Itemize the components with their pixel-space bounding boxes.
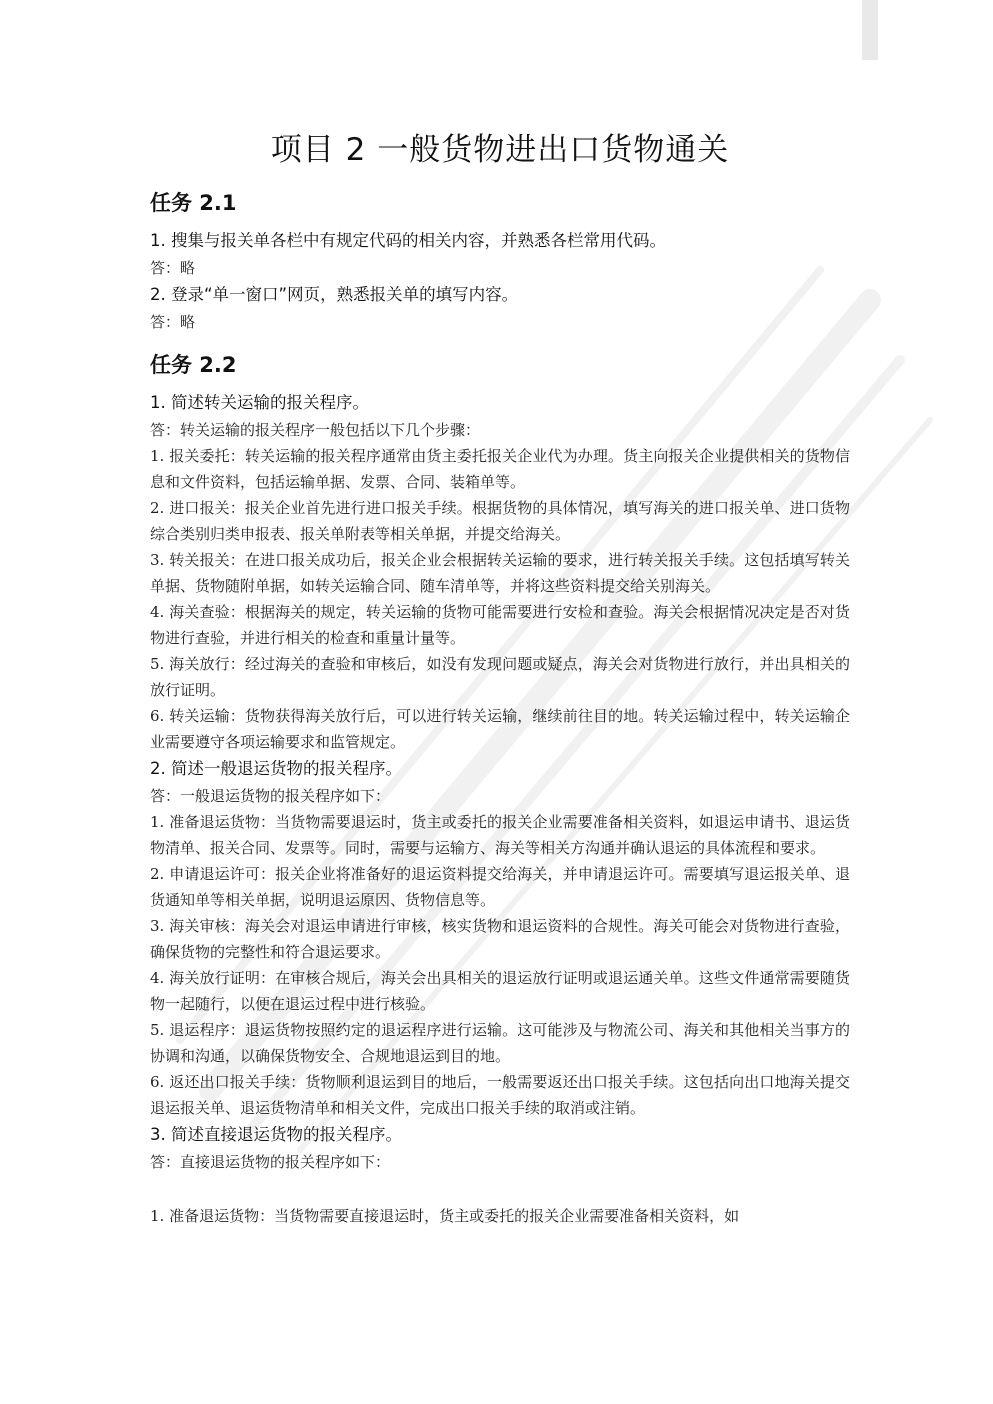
answer-1-step: 4. 海关查验：根据海关的规定，转关运输的货物可能需要进行安检和查验。海关会根据情况决定是否对货物进行查验，并进行相关的检查和重量计量等。 [150, 603, 850, 647]
answer-1-step: 5. 海关放行：经过海关的查验和审核后，如没有发现问题或疑点，海关会对货物进行放行，并出具相关的放行证明。 [150, 655, 850, 699]
task-2-2-answer-1-intro: 答：转关运输的报关程序一般包括以下几个步骤： [150, 421, 481, 439]
answer-2-step: 2. 申请退运许可：报关企业将准备好的退运资料提交给海关，并申请退运许可。需要填写退运报关单、退货通知单等相关单据，说明退运原因、货物信息等。 [150, 865, 850, 909]
answer-2-step: 1. 准备退运货物：当货物需要退运时，货主或委托的报关企业需要准备相关资料，如退运申请书、退运货物清单、报关合同、发票等。同时，需要与运输方、海关等相关方沟通并确认退运的具体流程和要求。 [150, 813, 850, 857]
answer-2-step: 5. 退运程序：退运货物按照约定的退运程序进行运输。这可能涉及与物流公司、海关和其他相关当事方的协调和沟通，以确保货物安全、合规地退运到目的地。 [150, 1021, 850, 1065]
answer-1-step: 2. 进口报关：报关企业首先进行进口报关手续。根据货物的具体情况，填写海关的进口报关单、进口货物综合类别归类申报表、报关单附表等相关单据，并提交给海关。 [150, 499, 850, 543]
task-2-1-answer-1: 答：略 [150, 259, 196, 277]
document-title: 项目 2 一般货物进出口货物通关 [270, 132, 730, 168]
answer-2-step: 6. 返还出口报关手续：货物顺利退运到目的地后，一般需要返还出口报关手续。这包括向出口地海关提交退运报关单、退运货物清单和相关文件，完成出口报关手续的取消或注销。 [150, 1073, 850, 1117]
answer-1-step: 6. 转关运输：货物获得海关放行后，可以进行转关运输，继续前往目的地。转关运输过程中，转关运输企业需要遵守各项运输要求和监管规定。 [150, 707, 850, 751]
task-2-2-answer-2-intro: 答：一般退运货物的报关程序如下： [150, 787, 391, 805]
task-2-1-question-2: 2. 登录“单一窗口”网页，熟悉报关单的填写内容。 [150, 285, 519, 304]
task-2-2-question-1: 1. 简述转关运输的报关程序。 [150, 393, 369, 412]
task-2-2-question-2: 2. 简述一般退运货物的报关程序。 [150, 759, 402, 778]
task-2-2-heading: 任务 2.2 [150, 353, 237, 377]
task-2-1-heading: 任务 2.1 [150, 191, 237, 215]
corner-tab-mark [862, 0, 878, 60]
task-2-1-answer-2: 答：略 [150, 313, 196, 331]
answer-2-step: 4. 海关放行证明：在审核合规后，海关会出具相关的退运放行证明或退运通关单。这些文件通常需要随货物一起随行，以便在退运过程中进行核验。 [150, 969, 850, 1013]
document-page [150, 124, 850, 1229]
task-2-2-question-3: 3. 简述直接退运货物的报关程序。 [150, 1125, 402, 1144]
answer-2-step: 3. 海关审核：海关会对退运申请进行审核，核实货物和退运资料的合规性。海关可能会对货物进行查验，确保货物的完整性和符合退运要求。 [150, 917, 850, 961]
task-2-1-question-1: 1. 搜集与报关单各栏中有规定代码的相关内容，并熟悉各栏常用代码。 [150, 231, 666, 250]
answer-1-step: 3. 转关报关：在进口报关成功后，报关企业会根据转关运输的要求，进行转关报关手续。这包括填写转关单据、货物随附单据，如转关运输合同、随车清单等，并将这些资料提交给关别海关。 [150, 551, 850, 595]
task-2-2-answer-3-intro: 答：直接退运货物的报关程序如下： [150, 1153, 391, 1171]
answer-1-step: 1. 报关委托：转关运输的报关程序通常由货主委托报关企业代为办理。货主向报关企业提供相关的货物信息和文件资料，包括运输单据、发票、合同、装箱单等。 [150, 447, 850, 491]
answer-3-step: 1. 准备退运货物：当货物需要直接退运时，货主或委托的报关企业需要准备相关资料，如 [150, 1207, 740, 1225]
